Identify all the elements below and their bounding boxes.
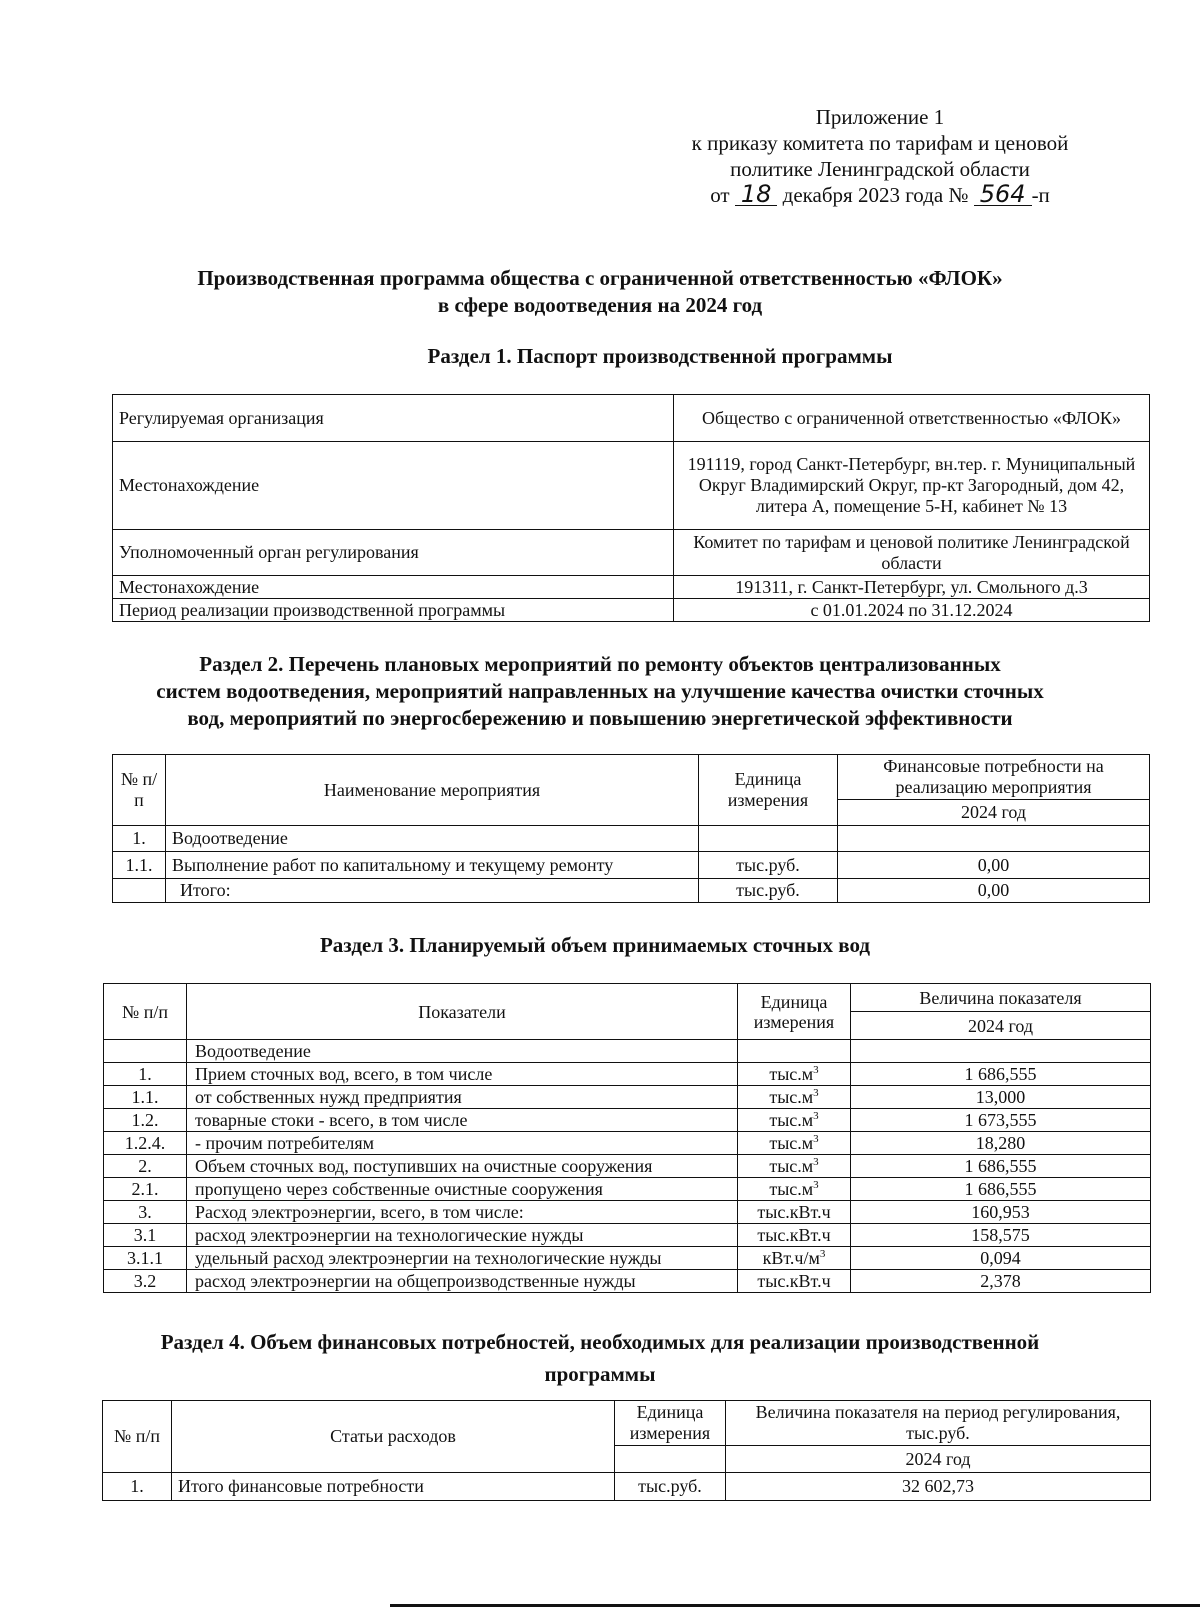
table-cell: $тыс.м^3$ [738,1155,851,1178]
table-row [104,1178,1151,1201]
table-cell: $тыс.м^3$ [738,1063,851,1086]
table-cell [838,826,1150,852]
section1-heading: Раздел 1. Паспорт производственной программы [427,344,893,368]
table-cell: 191311, г. Санкт-Петербург, ул. Смольного д.3 [674,576,1150,599]
table-row [104,1040,1151,1063]
table-cell: 1. [103,1473,172,1501]
section4-heading-line-1: Раздел 4. Объем финансовых потребностей, необходимых для реализации производственной [160,1330,1040,1354]
section4-heading [0,1326,1200,1390]
table-cell: расход электроэнергии на технологические нужды [187,1224,738,1247]
header-name: Показатели [187,984,738,1040]
table-cell: Итого: [166,879,699,903]
table-row [104,1270,1151,1293]
table-cell: Местонахождение [113,442,674,530]
header-name: Наименование мероприятия [166,755,699,826]
section2-heading-line-1: Раздел 2. Перечень плановых мероприятий по ремонту объектов централизованных [199,652,1001,676]
section3-heading: Раздел 3. Планируемый объем принимаемых сточных вод [319,933,871,957]
table-row [113,826,1150,852]
table-cell: Уполномоченный орган регулирования [113,530,674,576]
section2-heading-line-2: систем водоотведения, мероприятий направленных на улучшение качества очистки сточных [156,679,1044,703]
table-cell: 0,00 [838,852,1150,879]
handwritten-day: 18 [735,183,778,206]
table-cell: тыс.кВт.ч [738,1270,851,1293]
document-title [0,265,1200,319]
table-cell: 3.2 [104,1270,187,1293]
table-cell: 32 602,73 [726,1473,1151,1501]
appendix-title: Приложение 1 [815,105,945,129]
table-cell: 0,094 [851,1247,1151,1270]
table-row [113,576,1150,599]
table-cell: удельный расход электроэнергии на технологические нужды [187,1247,738,1270]
table-cell: 3.1.1 [104,1247,187,1270]
table-row [113,395,1150,442]
table-cell: Прием сточных вод, всего, в том числе [187,1063,738,1086]
table-cell: 1 686,555 [851,1063,1151,1086]
table-row [104,1201,1151,1224]
table-cell: 160,953 [851,1201,1151,1224]
header-unit: Единица измерения [699,755,838,826]
bottom-rule [390,1604,1200,1607]
table-row [104,1086,1151,1109]
table-cell: 1.1. [113,852,166,879]
table-cell: Комитет по тарифам и ценовой политике Ленинградской области [674,530,1150,576]
table-cell: 1. [104,1063,187,1086]
table-cell: 1 686,555 [851,1155,1151,1178]
table-cell: Водоотведение [187,1040,738,1063]
appendix-header [620,104,1140,208]
table-cell: тыс.руб. [699,879,838,903]
appendix-order-line: к приказу комитета по тарифам и ценовой [691,131,1069,155]
table-header-row [103,1401,1151,1446]
table-cell: 3. [104,1201,187,1224]
table-cell [104,1040,187,1063]
header-value: Величина показателя [851,984,1151,1012]
section2-heading-line-3: вод, мероприятий по энергосбережению и повышению энергетической эффективности [187,706,1013,730]
table-cell: Местонахождение [113,576,674,599]
table-cell: 158,575 [851,1224,1151,1247]
header-num: № п/п [103,1401,172,1473]
table-cell: 1 673,555 [851,1109,1151,1132]
table-cell: $тыс.м^3$ [738,1109,851,1132]
table-cell: $кВт.ч/м^3$ [738,1247,851,1270]
table-row [104,1132,1151,1155]
header-fin: Финансовые потребности на реализацию мероприятия [838,755,1150,800]
table-cell: 1. [113,826,166,852]
wastewater-volume-table [103,983,1151,1293]
header-year: 2024 год [726,1446,1151,1473]
header-num: № п/п [113,755,166,826]
header-name: Статьи расходов [172,1401,615,1473]
table-row [103,1473,1151,1501]
table-cell [699,826,838,852]
table-cell: Расход электроэнергии, всего, в том числе: [187,1201,738,1224]
table-header-row [113,755,1150,800]
table-cell: тыс.кВт.ч [738,1224,851,1247]
table-cell: с 01.01.2024 по 31.12.2024 [674,599,1150,622]
table-row [113,879,1150,903]
section4-heading-line-2: программы [544,1362,656,1386]
table-cell: 3.1 [104,1224,187,1247]
table-cell: $тыс.м^3$ [738,1132,851,1155]
table-cell: Период реализации производственной программы [113,599,674,622]
table-cell: 1.1. [104,1086,187,1109]
table-cell: 2,378 [851,1270,1151,1293]
measures-table [112,754,1150,903]
appendix-committee-line: политике Ленинградской области [730,157,1030,181]
header-value: Величина показателя на период регулирования, тыс.руб. [726,1401,1151,1446]
header-year: 2024 год [838,800,1150,826]
table-cell: Итого финансовые потребности [172,1473,615,1501]
handwritten-number: 564 [974,183,1032,206]
table-cell: 1.2.4. [104,1132,187,1155]
table-cell: от собственных нужд предприятия [187,1086,738,1109]
date-prefix: от [710,183,730,207]
table-cell [113,879,166,903]
header-unit: Единица измерения [615,1401,726,1446]
table-cell: тыс.руб. [615,1473,726,1501]
table-cell: 1.2. [104,1109,187,1132]
table-cell: Общество с ограниченной ответственностью «ФЛОК» [674,395,1150,442]
passport-table [112,394,1150,622]
title-line-1: Производственная программа общества с ограниченной ответственностью «ФЛОК» [197,266,1003,290]
header-year: 2024 год [851,1012,1151,1040]
table-row [104,1155,1151,1178]
table-cell: Водоотведение [166,826,699,852]
number-suffix: -п [1031,183,1050,207]
table-cell: Выполнение работ по капитальному и текущему ремонту [166,852,699,879]
table-cell: 13,000 [851,1086,1151,1109]
header-unit: Единица измерения [738,984,851,1040]
table-row [113,442,1150,530]
table-cell: 2.1. [104,1178,187,1201]
table-row [104,1109,1151,1132]
table-cell: 0,00 [838,879,1150,903]
table-row [113,599,1150,622]
financial-needs-table [102,1400,1151,1501]
title-line-2: в сфере водоотведения на 2024 год [437,293,763,317]
table-row [104,1224,1151,1247]
table-row [113,852,1150,879]
table-row [104,1247,1151,1270]
table-row [113,530,1150,576]
appendix-date-line [620,182,1140,208]
table-cell: товарные стоки - всего, в том числе [187,1109,738,1132]
table-cell: расход электроэнергии на общепроизводственные нужды [187,1270,738,1293]
table-header-row [104,984,1151,1012]
table-cell: 191119, город Санкт-Петербург, вн.тер. г. Муниципальный Округ Владимирский Округ, пр-кт Загородный, дом 42, литера А, помещение 5-Н, кабинет № 13 [674,442,1150,530]
table-row [104,1063,1151,1086]
table-cell: 2. [104,1155,187,1178]
table-cell: 1 686,555 [851,1178,1151,1201]
table-cell: тыс.кВт.ч [738,1201,851,1224]
table-cell [615,1446,726,1473]
table-cell: $тыс.м^3$ [738,1178,851,1201]
table-cell [851,1040,1151,1063]
table-cell: пропущено через собственные очистные сооружения [187,1178,738,1201]
header-num: № п/п [104,984,187,1040]
table-cell: тыс.руб. [699,852,838,879]
date-middle: декабря 2023 года № [782,183,969,207]
table-cell: 18,280 [851,1132,1151,1155]
table-cell: $тыс.м^3$ [738,1086,851,1109]
table-cell: - прочим потребителям [187,1132,738,1155]
table-cell: Объем сточных вод, поступивших на очистные сооружения [187,1155,738,1178]
section2-heading [0,651,1200,732]
table-cell [738,1040,851,1063]
table-cell: Регулируемая организация [113,395,674,442]
